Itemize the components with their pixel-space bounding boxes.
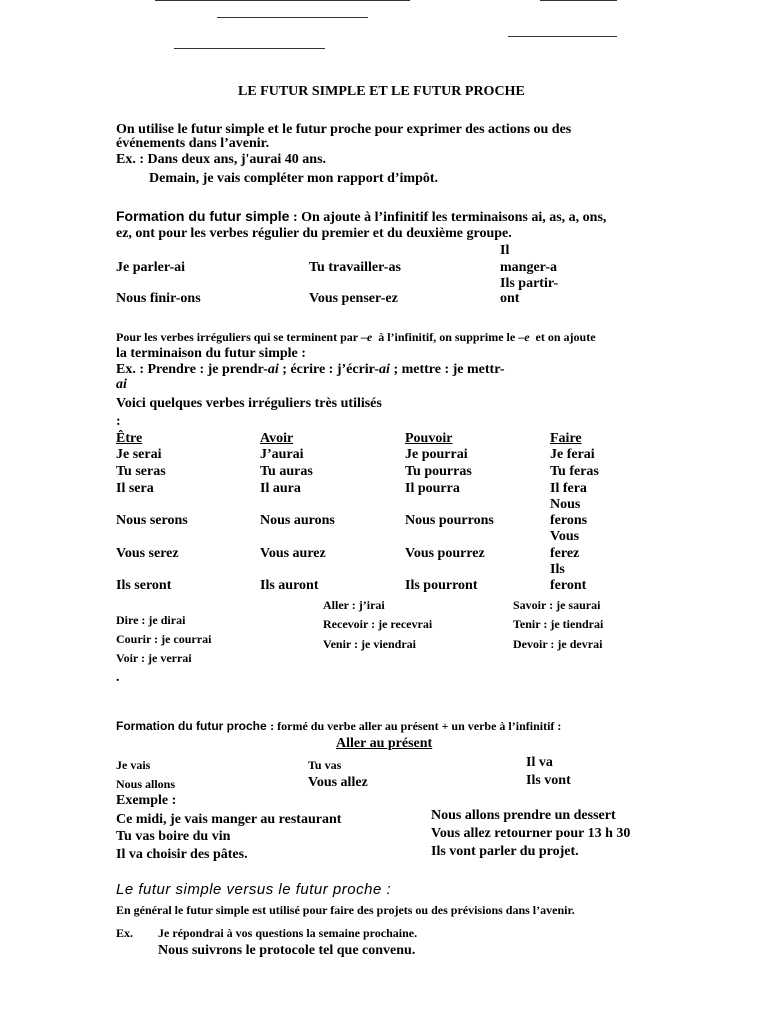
example-word: Je parler-ai — [116, 260, 186, 275]
example-word: Nous finir-ons — [116, 291, 201, 306]
example-word: Vous penser-ez — [309, 291, 398, 306]
blank-line — [540, 0, 617, 1]
intro-example: Ex. : Dans deux ans, j'aurai 40 ans. — [116, 152, 327, 167]
more-verb: Savoir : je saurai — [513, 598, 601, 612]
blank-line — [508, 36, 617, 37]
more-verb: Tenir : je tiendrai — [513, 617, 604, 631]
aller-form: Il va — [526, 755, 553, 770]
verb-form: Ils — [550, 562, 565, 577]
stray-dot: . — [116, 670, 120, 685]
verb-form: Vous serez — [116, 546, 179, 561]
formation-simple-line — [116, 208, 606, 226]
aller-form: Ils vont — [526, 773, 571, 788]
verb-form: Nous — [550, 497, 581, 512]
verb-form: Ils pourront — [405, 578, 478, 593]
versus-ex-label: Ex. — [116, 926, 134, 940]
verb-form: Il aura — [260, 481, 301, 496]
more-verb: Recevoir : je recevrai — [323, 617, 433, 631]
example-right: Ils vont parler du projet. — [431, 844, 579, 859]
aller-form: Nous allons — [116, 777, 176, 791]
example-right: Nous allons prendre un dessert — [431, 808, 616, 823]
more-verb: Courir : je courrai — [116, 632, 212, 646]
verb-form: Je pourrai — [405, 447, 468, 462]
verb-form: Il sera — [116, 481, 154, 496]
verb-header: Faire — [550, 431, 582, 446]
more-verb: Venir : je viendrai — [323, 637, 416, 651]
example-word: manger-a — [500, 260, 558, 275]
more-verb: Voir : je verrai — [116, 651, 192, 665]
verb-form: Je ferai — [550, 447, 595, 462]
example-left: Tu vas boire du vin — [116, 829, 231, 844]
irregular-rule: la terminaison du futur simple : — [116, 346, 306, 361]
verb-form: Vous — [550, 529, 580, 544]
verb-form: Vous pourrez — [405, 546, 485, 561]
section-heading: Formation du futur simple — [116, 208, 290, 224]
formation-text: ez, ont pour les verbes régulier du premier et du deuxième groupe. — [116, 226, 512, 241]
irregular-intro: Voici quelques verbes irréguliers très utilisés — [116, 396, 382, 411]
formation-text: : On ajoute à l’infinitif les terminaisons ai, as, a, ons, — [292, 210, 607, 225]
formation-proche-line — [116, 718, 561, 735]
exemple-label: Exemple : — [116, 793, 177, 808]
verb-form: Nous aurons — [260, 513, 335, 528]
example-left: Ce midi, je vais manger au restaurant — [116, 812, 342, 827]
verb-form: J’aurai — [260, 447, 304, 462]
page-title: LE FUTUR SIMPLE ET LE FUTUR PROCHE — [238, 84, 525, 99]
example-word: Tu travailler-as — [309, 260, 401, 275]
formation-text: : formé du verbe aller au présent + un verbe à l’infinitif : — [270, 719, 562, 733]
blank-line — [217, 17, 368, 18]
verb-form: Il fera — [550, 481, 587, 496]
verb-form: Nous pourrons — [405, 513, 494, 528]
verb-form: Tu seras — [116, 464, 166, 479]
aller-form: Tu vas — [308, 758, 342, 772]
intro-line: On utilise le futur simple et le futur proche pour exprimer des actions ou des — [116, 122, 572, 137]
more-verb: Devoir : je devrai — [513, 637, 603, 651]
verb-header: Avoir — [260, 431, 294, 446]
verb-form: Tu pourras — [405, 464, 472, 479]
verb-form: ferez — [550, 546, 580, 561]
versus-example: Nous suivrons le protocole tel que convenu. — [158, 943, 416, 958]
irregular-rule: Pour les verbes irréguliers qui se terminent par –e à l’infinitif, on supprime le –e et on ajoute — [116, 330, 596, 344]
example-word: Il — [500, 243, 510, 258]
more-verb: Dire : je dirai — [116, 613, 186, 627]
intro-line: événements dans l’avenir. — [116, 136, 270, 151]
versus-example: Je répondrai à vos questions la semaine prochaine. — [158, 926, 418, 940]
verb-form: Vous aurez — [260, 546, 326, 561]
verb-form: Je serai — [116, 447, 162, 462]
section-heading: Formation du futur proche — [116, 719, 267, 733]
verb-header: Être — [116, 431, 143, 446]
example-right: Vous allez retourner pour 13 h 30 — [431, 826, 631, 841]
verb-form: Ils auront — [260, 578, 319, 593]
section-heading: Le futur simple versus le futur proche : — [116, 881, 392, 898]
irregular-example: Ex. : Prendre : je prendr-ai ; écrire : j’écrir-ai ; mettre : je mettr- — [116, 362, 505, 377]
aller-form: Je vais — [116, 758, 151, 772]
verb-form: Tu auras — [260, 464, 313, 479]
versus-text: En général le futur simple est utilisé pour faire des projets ou des prévisions dans l’avenir. — [116, 903, 575, 917]
example-left: Il va choisir des pâtes. — [116, 847, 248, 862]
irregular-example: ai — [116, 377, 127, 392]
verb-form: Il pourra — [405, 481, 460, 496]
verb-form: Ils seront — [116, 578, 172, 593]
verb-form: Tu feras — [550, 464, 599, 479]
blank-line — [174, 48, 325, 49]
verb-header: Pouvoir — [405, 431, 453, 446]
more-verb: Aller : j’irai — [323, 598, 385, 612]
example-word: ont — [500, 291, 520, 306]
aller-form: Vous allez — [308, 775, 368, 790]
example-word: Ils partir- — [500, 276, 559, 291]
aller-subheading: Aller au présent — [336, 736, 433, 751]
verb-form: ferons — [550, 513, 588, 528]
blank-line — [155, 0, 410, 1]
verb-form: feront — [550, 578, 587, 593]
irregular-colon: : — [116, 414, 121, 429]
intro-example: Demain, je vais compléter mon rapport d’impôt. — [149, 171, 439, 186]
verb-form: Nous serons — [116, 513, 188, 528]
